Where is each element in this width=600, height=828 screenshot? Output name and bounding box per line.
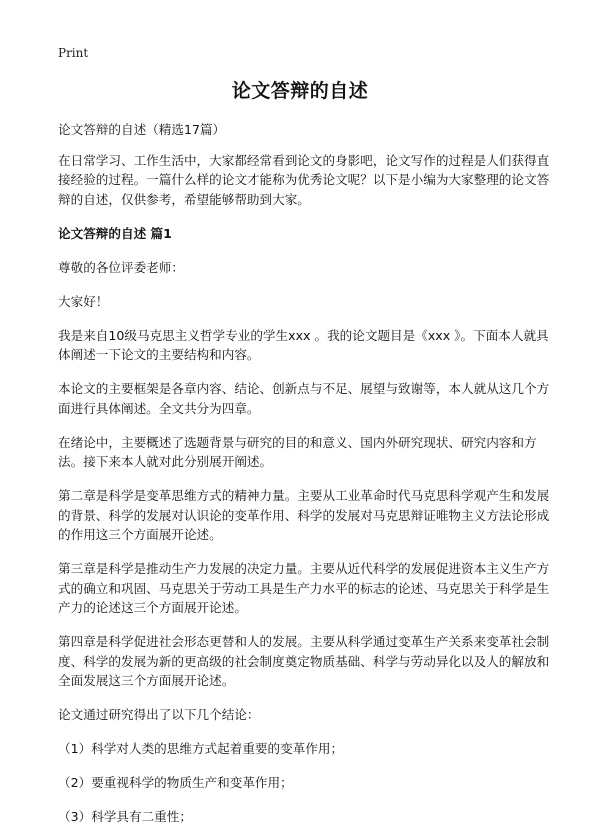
conclusion-item: （2）要重视科学的物质生产和变革作用；	[58, 775, 293, 790]
print-link[interactable]: Print	[58, 46, 89, 60]
conclusion-intro: 论文通过研究得出了以下几个结论：	[58, 707, 260, 722]
conclusion-item: （3）科学具有二重性；	[58, 809, 192, 824]
intro-paragraph: 在日常学习、工作生活中，大家都经常看到论文的身影吧，论文写作的过程是人们获得直接经验的过程。一篇什么样的论文才能称为优秀论文呢？以下是小编为大家整理的论文答辩的自述，仅供参考，希望能够帮助到大家。	[58, 152, 550, 207]
greeting: 大家好！	[58, 293, 109, 309]
document-body	[58, 120, 558, 828]
body-paragraph: 我是来自10级马克思主义哲学专业的学生xxx 。我的论文题目是《xxx 》。下面本人就具体阐述一下论文的主要结构和内容。	[58, 327, 549, 362]
section-heading: 论文答辩的自述 篇1	[58, 225, 172, 241]
conclusion-item: （1）科学对人类的思维方式起着重要的变革作用；	[58, 741, 344, 756]
body-paragraph: 在绪论中，主要概述了选题背景与研究的目的和意义、国内外研究现状、研究内容和方法。接下来本人就对此分别展开阐述。	[58, 434, 537, 469]
salutation: 尊敬的各位评委老师：	[58, 259, 184, 275]
body-paragraph: 第二章是科学是变革思维方式的精神力量。主要从工业革命时代马克思科学观产生和发展的背景、科学的发展对认识论的变革作用、科学的发展对马克思辩证唯物主义方法论形成的作用这三个方面展开论述。	[58, 488, 550, 542]
body-paragraph: 第四章是科学促进社会形态更替和人的发展。主要从科学通过变革生产关系来变革社会制度、科学的发展为新的更高级的社会制度奠定物质基础、科学与劳动异化以及人的解放和全面发展这三个方面展开论述。	[58, 634, 550, 688]
body-paragraph: 第三章是科学是推动生产力发展的决定力量。主要从近代科学的发展促进资本主义生产方式的确立和巩固、马克思关于劳动工具是生产力水平的标志的论述、马克思关于科学是生产力的论述这三个方面展开论述。	[58, 561, 550, 615]
page-title: 论文答辩的自述	[231, 80, 369, 102]
document-subtitle: 论文答辩的自述（精选17篇）	[58, 122, 226, 137]
body-paragraph: 本论文的主要框架是各章内容、结论、创新点与不足、展望与致谢等，本人就从这几个方面进行具体阐述。全文共分为四章。	[58, 381, 550, 416]
